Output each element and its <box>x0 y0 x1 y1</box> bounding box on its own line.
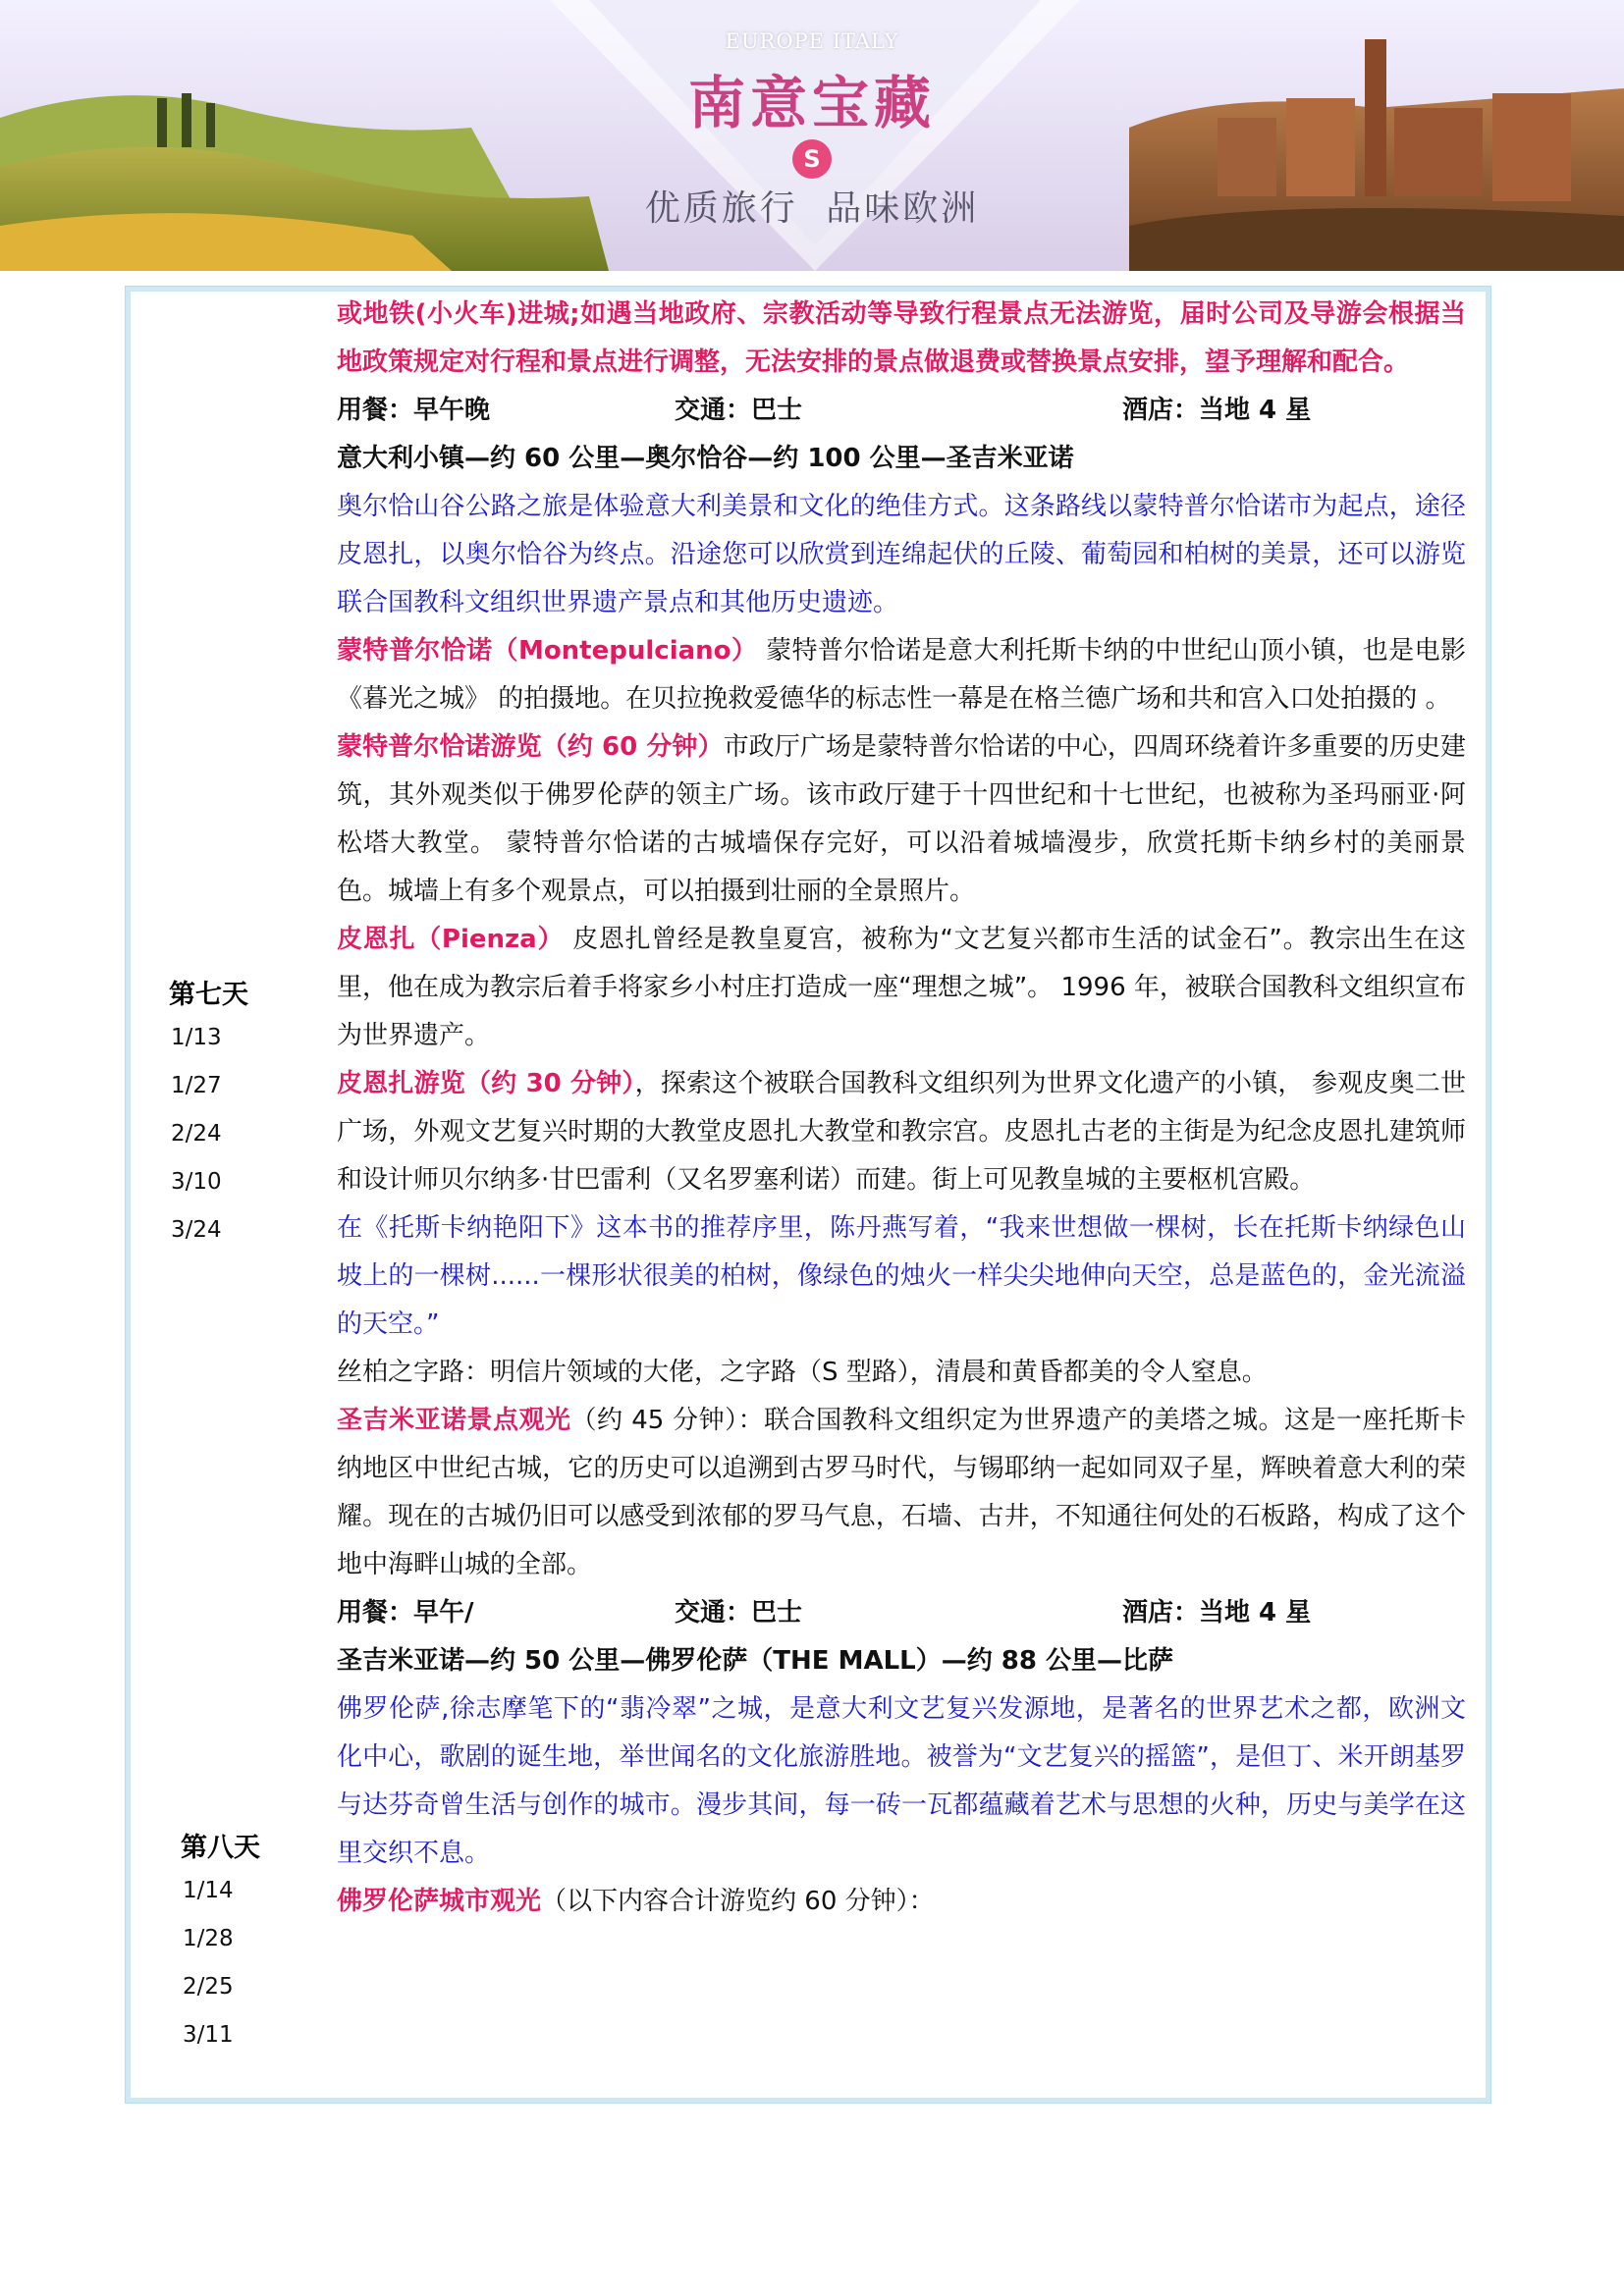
pienza-tour-paragraph <box>337 1060 1466 1204</box>
day-date: 2/24 <box>171 1121 222 1147</box>
day-seven <box>169 977 316 1255</box>
day-date: 1/14 <box>183 1878 234 1903</box>
day8-route: 圣吉米亚诺—约 50 公里—佛罗伦萨（THE MALL）—约 88 公里—比萨 <box>337 1646 1174 1676</box>
florence-tour-title: 佛罗伦萨城市观光 <box>337 1887 542 1916</box>
florence-tour-paragraph <box>337 1878 1466 1926</box>
pienza-paragraph <box>337 916 1466 1060</box>
day-date: 1/27 <box>171 1073 222 1098</box>
cypress-road-text: 丝柏之字路：明信片领域的大佬，之字路（S 型路），清晨和黄昏都美的令人窒息。 <box>337 1358 1268 1387</box>
book-quote: 在《托斯卡纳艳阳下》这本书的推荐序里，陈丹燕写着，“我来世想做一棵树，长在托斯卡纳绿色山坡上的一棵树......一棵形状很美的柏树，像绿色的烛火一样尖尖地伸向天空，总是蓝色的，金光流溢的天空。” <box>337 1213 1466 1339</box>
day-date: 1/13 <box>171 1025 222 1050</box>
day-date: 1/28 <box>183 1926 234 1951</box>
day7-intro: 奥尔恰山谷公路之旅是体验意大利美景和文化的绝佳方式。这条路线以蒙特普尔恰诺市为起点，途径皮恩扎，以奥尔恰谷为终点。沿途您可以欣赏到连绵起伏的丘陵、葡萄园和柏树的美景，还可以游览联合国教科文组织世界遗产景点和其他历史遗迹。 <box>337 492 1466 617</box>
header-banner <box>0 0 1624 271</box>
montepulciano-text: 蒙特普尔恰诺是意大利托斯卡纳的中世纪山顶小镇，也是电影《暮光之城》 的拍摄地。在贝拉挽救爱德华的标志性一幕是在格兰德广场和共和宫入口处拍摄的 。 <box>337 636 1466 714</box>
meal-info: 用餐：早午/ <box>337 1598 474 1628</box>
day-eight <box>181 1830 328 2059</box>
pienza-tour-title: 皮恩扎游览（约 30 分钟） <box>337 1069 635 1098</box>
day-date: 2/25 <box>183 1974 234 2000</box>
banner-subtitle: EUROPE ITALY <box>725 29 899 53</box>
meal-info: 用餐：早午晚 <box>337 396 491 425</box>
s-logo-icon: S <box>792 139 832 179</box>
day-date: 3/11 <box>183 2022 234 2048</box>
montepulciano-title: 蒙特普尔恰诺（Montepulciano） <box>337 636 758 666</box>
day6-meal-row <box>337 387 1466 435</box>
day-date: 3/10 <box>171 1169 222 1195</box>
montepulciano-tour-title: 蒙特普尔恰诺游览（约 60 分钟） <box>337 732 724 762</box>
montepulciano-paragraph <box>337 627 1466 723</box>
day-label: 第八天 <box>181 1833 260 1863</box>
montepulciano-tour-text: 市政厅广场是蒙特普尔恰诺的中心，四周环绕着许多重要的历史建筑，其外观类似于佛罗伦萨的领主广场。该市政厅建于十四世纪和十七世纪，也被称为圣玛丽亚·阿松塔大教堂。 蒙特普尔恰诺的古城墙保存完好，可以沿着城墙漫步，欣赏托斯卡纳乡村的美丽景色。城墙上有多个观景点，可以拍摄到壮丽的全景照片。 <box>337 732 1466 906</box>
hotel-info: 酒店：当地 4 星 <box>1122 396 1312 425</box>
florence-intro: 佛罗伦萨,徐志摩笔下的“翡冷翠”之城，是意大利文艺复兴发源地，是著名的世界艺术之都，欧洲文化中心，歌剧的诞生地，举世闻名的文化旅游胜地。被誉为“文艺复兴的摇篮”，是但丁、米开朗基罗与达芬奇曾生活与创作的城市。漫步其间，每一砖一瓦都蕴藏着艺术与思想的火种，历史与美学在这里交织不息。 <box>337 1694 1466 1868</box>
day7-route: 意大利小镇—约 60 公里—奥尔恰谷—约 100 公里—圣吉米亚诺 <box>337 444 1074 473</box>
transport-info: 交通：巴士 <box>675 1598 803 1628</box>
day-label: 第七天 <box>169 980 248 1010</box>
sangimignano-paragraph <box>337 1397 1466 1589</box>
transport-info: 交通：巴士 <box>675 396 803 425</box>
notice-text: 或地铁(小火车)进城;如遇当地政府、宗教活动等导致行程景点无法游览，届时公司及导游会根据当地政策规定对行程和景点进行调整，无法安排的景点做退费或替换景点安排，望予理解和配合。 <box>337 299 1466 377</box>
itinerary-content <box>337 291 1466 1926</box>
hotel-info: 酒店：当地 4 星 <box>1122 1598 1312 1628</box>
banner-title: 南意宝藏 <box>687 70 936 136</box>
sangimignano-title: 圣吉米亚诺景点观光 <box>337 1406 571 1435</box>
pienza-title: 皮恩扎（Pienza） <box>337 925 565 954</box>
florence-tour-text: （以下内容合计游览约 60 分钟）： <box>541 1887 935 1916</box>
pienza-tour-text: ，探索这个被联合国教科文组织列为世界文化遗产的小镇， 参观皮奥二世广场，外观文艺复兴时期的大教堂皮恩扎大教堂和教宗宫。皮恩扎古老的主街是为纪念皮恩扎建筑师和设计师贝尔纳多·甘巴雷利（又名罗塞利诺）而建。街上可见教皇城的主要枢机宫殿。 <box>337 1069 1466 1195</box>
sangimignano-text: （约 45 分钟）：联合国教科文组织定为世界遗产的美塔之城。这是一座托斯卡纳地区中世纪古城，它的历史可以追溯到古罗马时代，与锡耶纳一起如同双子星，辉映着意大利的荣耀。现在的古城仍旧可以感受到浓郁的罗马气息，石墙、古井，不知通往何处的石板路，构成了这个地中海畔山城的全部。 <box>337 1406 1466 1579</box>
banner-slogan: 优质旅行 品味欧洲 <box>644 188 980 229</box>
montepulciano-tour-paragraph <box>337 723 1466 916</box>
day-date: 3/24 <box>171 1217 222 1243</box>
pienza-text: 皮恩扎曾经是教皇夏宫，被称为“文艺复兴都市生活的试金石”。教宗出生在这里，他在成为教宗后着手将家乡小村庄打造成一座“理想之城”。 1996 年，被联合国教科文组织宣布为世界遗产。 <box>337 925 1466 1050</box>
day7-meal-row <box>337 1589 1466 1637</box>
